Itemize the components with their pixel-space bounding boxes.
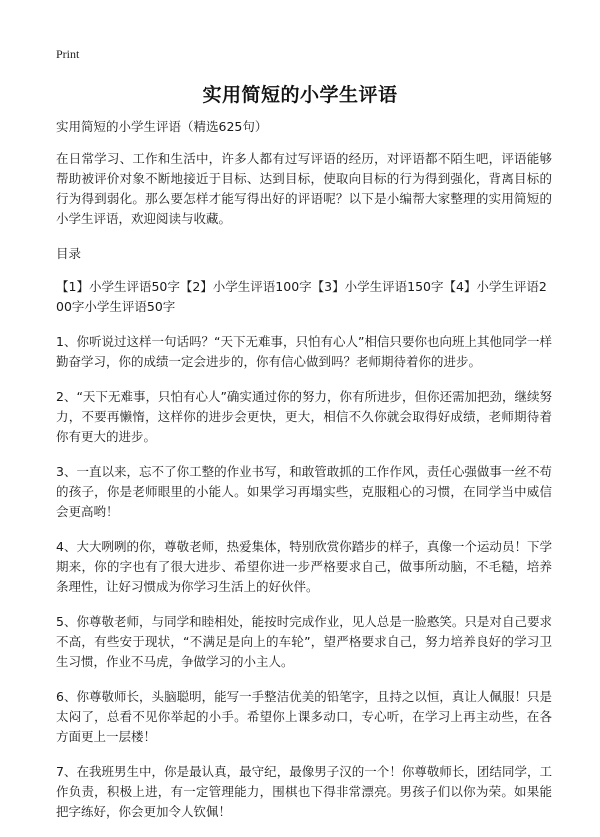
toc-links[interactable]: 【1】小学生评语50字【2】小学生评语100字【3】小学生评语150字【4】小学生评语200字小学生评语50字 — [56, 279, 547, 314]
comment-item-5: 5、你尊敬老师，与同学和睦相处，能按时完成作业，见人总是一脸憨笑。只是对自己要求不高，有些安于现状，“不满足是向上的车轮”，望严格要求自己，努力培养良好的学习卫生习惯，作业不马虎，争做学习的小主人。 — [56, 614, 552, 669]
document-subtitle: 实用简短的小学生评语（精选625句） — [56, 119, 268, 134]
document-body — [56, 117, 552, 837]
comment-item-1: 1、你听说过这样一句话吗？“天下无难事，只怕有心人”相信只要你也向班上其他同学一样勤奋学习，你的成绩一定会进步的，你有信心做到吗？老师期待着你的进步。 — [56, 334, 553, 369]
comment-item-7: 7、在我班男生中，你是最认真，最守纪，最像男子汉的一个！你尊敬师长，团结同学，工作负责，积极上进，有一定管理能力，围棋也下得非常漂亮。男孩子们以你为荣。如果能把字练好，你会更加令人钦佩！ — [56, 764, 552, 819]
print-label[interactable]: Print — [56, 47, 80, 61]
toc-heading: 目录 — [56, 246, 82, 261]
intro-paragraph: 在日常学习、工作和生活中，许多人都有过写评语的经历，对评语都不陌生吧，评语能够帮助被评价对象不断地接近于目标、达到目标，使取向目标的行为得到强化，背离目标的行为得到弱化。那么要怎样才能写得出好的评语呢？以下是小编帮大家整理的实用简短的小学生评语，欢迎阅读与收藏。 — [56, 151, 552, 226]
page-title: 实用简短的小学生评语 — [202, 84, 398, 106]
comment-item-3: 3、一直以来，忘不了你工整的作业书写，和敢管敢抓的工作作风，责任心强做事一丝不苟的孩子，你是老师眼里的小能人。如果学习再塌实些，克服粗心的习惯，在同学当中威信会更高哟！ — [56, 464, 552, 519]
comment-item-4: 4、大大咧咧的你，尊敬老师，热爱集体，特别欣赏你踏步的样子，真像一个运动员！下学期来，你的字也有了很大进步、希望你进一步严格要求自己，做事所动脑，不毛糙，培养条理性，让好习惯成为你学习生活上的好伙伴。 — [56, 539, 552, 594]
comment-item-2: 2、“天下无难事，只怕有心人”确实通过你的努力，你有所进步，但你还需加把劲，继续努力，不要再懒惰，这样你的进步会更快，更大，相信不久你就会取得好成绩，老师期待着你有更大的进步。 — [56, 389, 552, 444]
comment-item-6: 6、你尊敬师长，头脑聪明，能写一手整洁优美的铅笔字，且持之以恒，真让人佩服！只是太闷了，总看不见你举起的小手。希望你上课多动口，专心听，在学习上再主动些，在各方面更上一层楼！ — [56, 689, 552, 744]
